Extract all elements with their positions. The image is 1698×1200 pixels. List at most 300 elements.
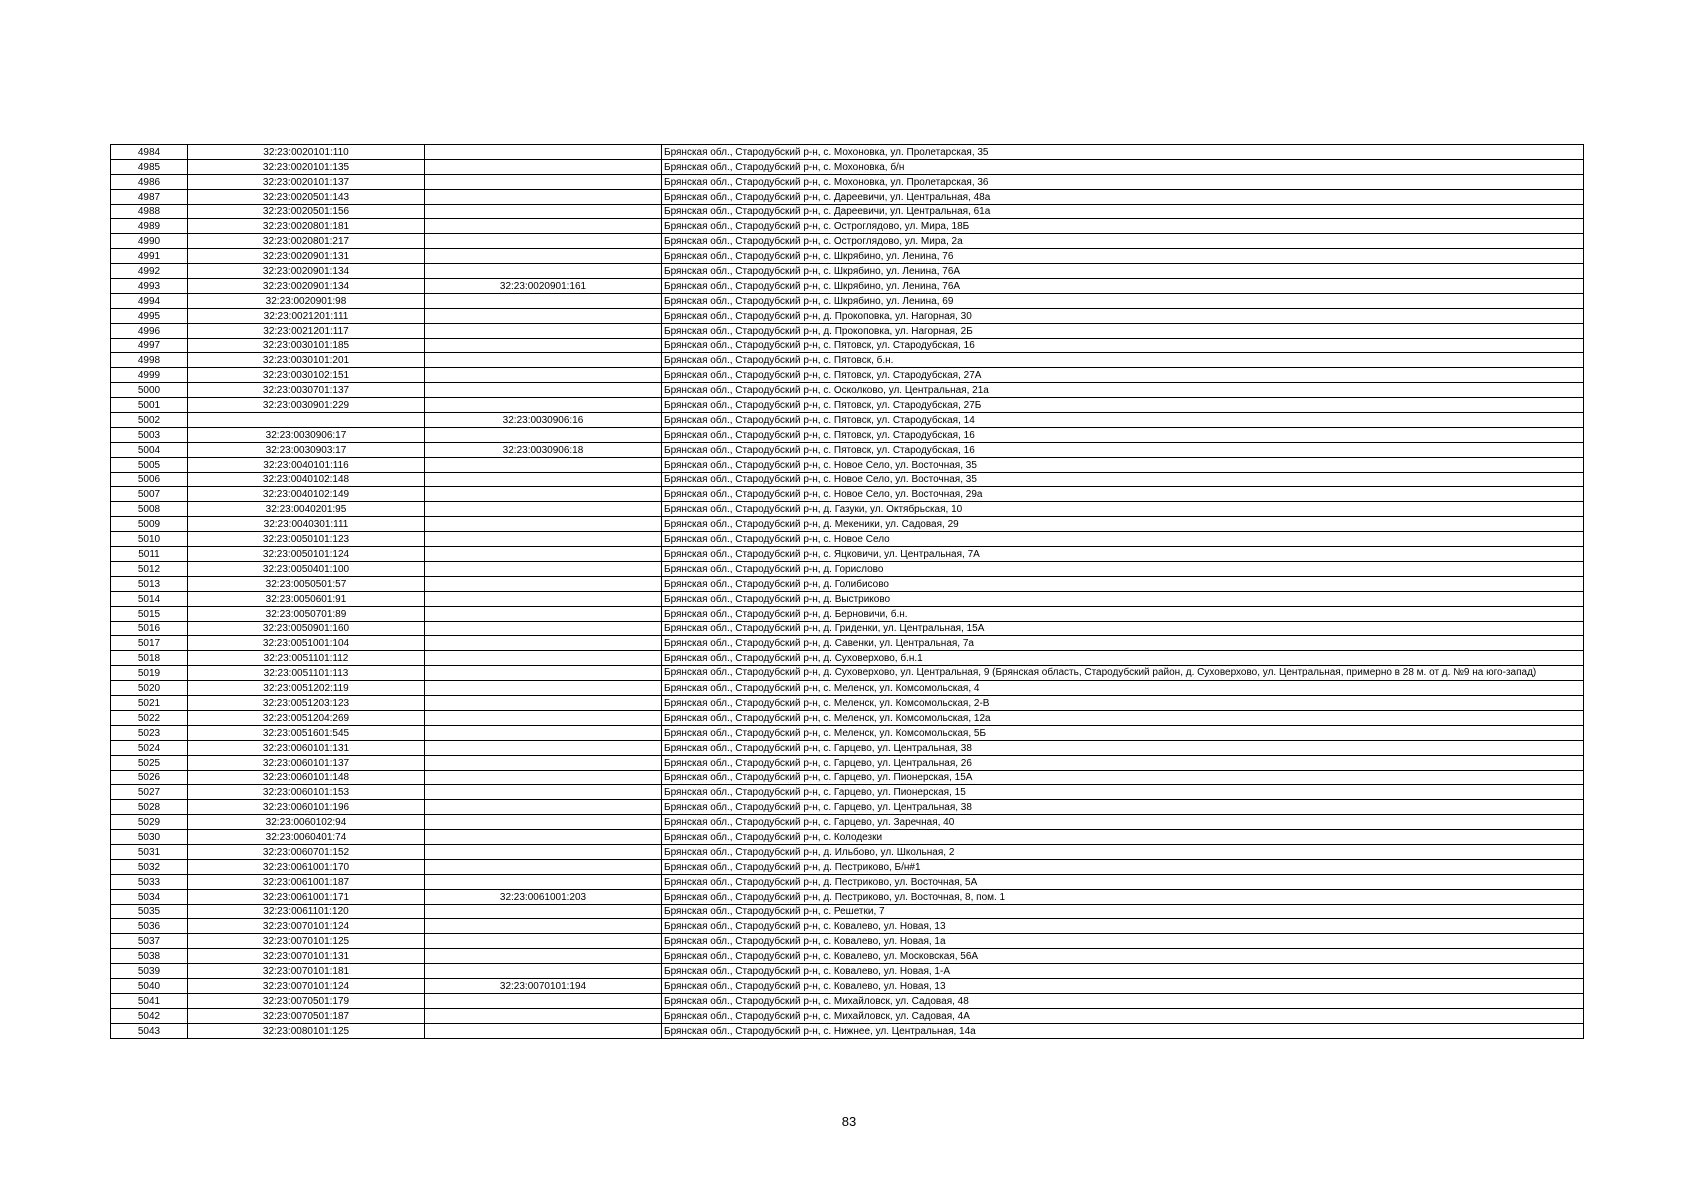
address-cell: Брянская обл., Стародубский р-н, с. Шкрябино, ул. Ленина, 76А: [662, 264, 1584, 279]
row-number-cell: 5043: [111, 1023, 188, 1038]
address-cell: Брянская обл., Стародубский р-н, д. Гриденки, ул. Центральная, 15А: [662, 621, 1584, 636]
table-row: [111, 457, 1584, 472]
address-cell: Брянская обл., Стародубский р-н, д. Суховерхово, б.н.1: [662, 651, 1584, 666]
table-row: [111, 859, 1584, 874]
row-number-cell: 4996: [111, 323, 188, 338]
address-cell: Брянская обл., Стародубский р-н, с. Мохоновка, ул. Пролетарская, 36: [662, 174, 1584, 189]
linked-cadastral-number-cell: [425, 264, 662, 279]
linked-cadastral-number-cell: [425, 487, 662, 502]
table-row: [111, 1008, 1584, 1023]
cadastral-number-cell: 32:23:0020801:181: [188, 219, 425, 234]
row-number-cell: 5027: [111, 785, 188, 800]
row-number-cell: 4992: [111, 264, 188, 279]
cadastral-number-cell: 32:23:0020901:131: [188, 249, 425, 264]
row-number-cell: 5017: [111, 636, 188, 651]
table-row: [111, 993, 1584, 1008]
cadastral-number-cell: 32:23:0060101:137: [188, 755, 425, 770]
address-cell: Брянская обл., Стародубский р-н, с. Пятовск, ул. Стародубская, 14: [662, 413, 1584, 428]
linked-cadastral-number-cell: [425, 785, 662, 800]
table-row: [111, 308, 1584, 323]
table-row: [111, 547, 1584, 562]
address-cell: Брянская обл., Стародубский р-н, с. Гарцево, ул. Центральная, 38: [662, 800, 1584, 815]
address-cell: Брянская обл., Стародубский р-н, с. Шкрябино, ул. Ленина, 69: [662, 293, 1584, 308]
property-registry-table: [110, 144, 1584, 1039]
row-number-cell: 4999: [111, 368, 188, 383]
linked-cadastral-number-cell: [425, 323, 662, 338]
row-number-cell: 5038: [111, 949, 188, 964]
table-row: [111, 770, 1584, 785]
linked-cadastral-number-cell: [425, 696, 662, 711]
cadastral-number-cell: 32:23:0050501:57: [188, 576, 425, 591]
table-row: [111, 219, 1584, 234]
linked-cadastral-number-cell: [425, 651, 662, 666]
row-number-cell: 5012: [111, 561, 188, 576]
table-row: [111, 145, 1584, 160]
cadastral-number-cell: 32:23:0050101:123: [188, 532, 425, 547]
table-row: [111, 561, 1584, 576]
row-number-cell: 5023: [111, 725, 188, 740]
linked-cadastral-number-cell: [425, 368, 662, 383]
linked-cadastral-number-cell: [425, 919, 662, 934]
table-row: [111, 279, 1584, 294]
address-cell: Брянская обл., Стародубский р-н, с. Ковалево, ул. Новая, 1-А: [662, 964, 1584, 979]
table-row: [111, 844, 1584, 859]
table-row: [111, 681, 1584, 696]
table-row: [111, 785, 1584, 800]
row-number-cell: 4991: [111, 249, 188, 264]
table-row: [111, 353, 1584, 368]
linked-cadastral-number-cell: [425, 859, 662, 874]
address-cell: Брянская обл., Стародубский р-н, с. Пятовск, б.н.: [662, 353, 1584, 368]
linked-cadastral-number-cell: [425, 293, 662, 308]
cadastral-number-cell: 32:23:0061001:171: [188, 889, 425, 904]
address-cell: Брянская обл., Стародубский р-н, д. Выстриково: [662, 591, 1584, 606]
table-row: [111, 725, 1584, 740]
table-row: [111, 368, 1584, 383]
table-row: [111, 606, 1584, 621]
address-cell: Брянская обл., Стародубский р-н, д. Пестриково, ул. Восточная, 8, пом. 1: [662, 889, 1584, 904]
table-row: [111, 502, 1584, 517]
linked-cadastral-number-cell: [425, 189, 662, 204]
linked-cadastral-number-cell: [425, 934, 662, 949]
address-cell: Брянская обл., Стародубский р-н, с. Ковалево, ул. Новая, 1а: [662, 934, 1584, 949]
row-number-cell: 5026: [111, 770, 188, 785]
table-row: [111, 949, 1584, 964]
linked-cadastral-number-cell: [425, 964, 662, 979]
table-row: [111, 934, 1584, 949]
cadastral-number-cell: 32:23:0020101:137: [188, 174, 425, 189]
address-cell: Брянская обл., Стародубский р-н, д. Ильбово, ул. Школьная, 2: [662, 844, 1584, 859]
row-number-cell: 4986: [111, 174, 188, 189]
table-row: [111, 874, 1584, 889]
row-number-cell: 5025: [111, 755, 188, 770]
address-cell: Брянская обл., Стародубский р-н, с. Дареевичи, ул. Центральная, 48а: [662, 189, 1584, 204]
address-cell: Брянская обл., Стародубский р-н, с. Дареевичи, ул. Центральная, 61а: [662, 204, 1584, 219]
cadastral-number-cell: 32:23:0060101:196: [188, 800, 425, 815]
table-row: [111, 249, 1584, 264]
linked-cadastral-number-cell: [425, 472, 662, 487]
table-row: [111, 159, 1584, 174]
cadastral-number-cell: 32:23:0051001:104: [188, 636, 425, 651]
row-number-cell: 5009: [111, 517, 188, 532]
row-number-cell: 5029: [111, 815, 188, 830]
address-cell: Брянская обл., Стародубский р-н, с. Пятовск, ул. Стародубская, 27А: [662, 368, 1584, 383]
table-row: [111, 234, 1584, 249]
cadastral-number-cell: 32:23:0030701:137: [188, 383, 425, 398]
row-number-cell: 4988: [111, 204, 188, 219]
linked-cadastral-number-cell: [425, 145, 662, 160]
linked-cadastral-number-cell: [425, 770, 662, 785]
address-cell: Брянская обл., Стародубский р-н, с. Остроглядово, ул. Мира, 18Б: [662, 219, 1584, 234]
address-cell: Брянская обл., Стародубский р-н, с. Остроглядово, ул. Мира, 2а: [662, 234, 1584, 249]
table-row: [111, 636, 1584, 651]
address-cell: Брянская обл., Стародубский р-н, с. Мохоновка, б/н: [662, 159, 1584, 174]
cadastral-number-cell: 32:23:0060101:153: [188, 785, 425, 800]
row-number-cell: 5016: [111, 621, 188, 636]
cadastral-number-cell: 32:23:0060401:74: [188, 830, 425, 845]
address-cell: Брянская обл., Стародубский р-н, с. Меленск, ул. Комсомольская, 4: [662, 681, 1584, 696]
table-row: [111, 487, 1584, 502]
address-cell: Брянская обл., Стародубский р-н, с. Михайловск, ул. Садовая, 48: [662, 993, 1584, 1008]
linked-cadastral-number-cell: [425, 710, 662, 725]
table-row: [111, 666, 1584, 681]
linked-cadastral-number-cell: 32:23:0070101:194: [425, 978, 662, 993]
row-number-cell: 5003: [111, 427, 188, 442]
table-row: [111, 323, 1584, 338]
linked-cadastral-number-cell: [425, 844, 662, 859]
cadastral-number-cell: 32:23:0040301:111: [188, 517, 425, 532]
address-cell: Брянская обл., Стародубский р-н, с. Михайловск, ул. Садовая, 4А: [662, 1008, 1584, 1023]
linked-cadastral-number-cell: [425, 666, 662, 681]
registry-table-body: [111, 145, 1584, 1039]
row-number-cell: 5011: [111, 547, 188, 562]
row-number-cell: 5015: [111, 606, 188, 621]
cadastral-number-cell: 32:23:0021201:111: [188, 308, 425, 323]
address-cell: Брянская обл., Стародубский р-н, д. Берновичи, б.н.: [662, 606, 1584, 621]
row-number-cell: 5021: [111, 696, 188, 711]
linked-cadastral-number-cell: 32:23:0030906:18: [425, 442, 662, 457]
linked-cadastral-number-cell: [425, 174, 662, 189]
table-row: [111, 293, 1584, 308]
address-cell: Брянская обл., Стародубский р-н, с. Шкрябино, ул. Ленина, 76А: [662, 279, 1584, 294]
address-cell: Брянская обл., Стародубский р-н, с. Решетки, 7: [662, 904, 1584, 919]
address-cell: Брянская обл., Стародубский р-н, с. Мохоновка, ул. Пролетарская, 35: [662, 145, 1584, 160]
linked-cadastral-number-cell: [425, 874, 662, 889]
cadastral-number-cell: 32:23:0051202:119: [188, 681, 425, 696]
row-number-cell: 5033: [111, 874, 188, 889]
table-row: [111, 427, 1584, 442]
row-number-cell: 5039: [111, 964, 188, 979]
table-row: [111, 710, 1584, 725]
row-number-cell: 5005: [111, 457, 188, 472]
cadastral-number-cell: 32:23:0020101:135: [188, 159, 425, 174]
cadastral-number-cell: 32:23:0020901:134: [188, 279, 425, 294]
address-cell: Брянская обл., Стародубский р-н, с. Яцковичи, ул. Центральная, 7А: [662, 547, 1584, 562]
linked-cadastral-number-cell: [425, 204, 662, 219]
linked-cadastral-number-cell: [425, 532, 662, 547]
table-row: [111, 889, 1584, 904]
linked-cadastral-number-cell: [425, 159, 662, 174]
row-number-cell: 4987: [111, 189, 188, 204]
table-row: [111, 532, 1584, 547]
row-number-cell: 5001: [111, 398, 188, 413]
table-row: [111, 964, 1584, 979]
row-number-cell: 5030: [111, 830, 188, 845]
row-number-cell: 5032: [111, 859, 188, 874]
address-cell: Брянская обл., Стародубский р-н, с. Новое Село, ул. Восточная, 29а: [662, 487, 1584, 502]
cadastral-number-cell: 32:23:0050401:100: [188, 561, 425, 576]
cadastral-number-cell: 32:23:0030901:229: [188, 398, 425, 413]
linked-cadastral-number-cell: [425, 234, 662, 249]
linked-cadastral-number-cell: [425, 993, 662, 1008]
cadastral-number-cell: 32:23:0020501:143: [188, 189, 425, 204]
address-cell: Брянская обл., Стародубский р-н, с. Осколково, ул. Центральная, 21а: [662, 383, 1584, 398]
address-cell: Брянская обл., Стародубский р-н, д. Пестриково, ул. Восточная, 5А: [662, 874, 1584, 889]
linked-cadastral-number-cell: [425, 383, 662, 398]
cadastral-number-cell: 32:23:0020101:110: [188, 145, 425, 160]
address-cell: Брянская обл., Стародубский р-н, д. Голибисово: [662, 576, 1584, 591]
table-row: [111, 576, 1584, 591]
row-number-cell: 4989: [111, 219, 188, 234]
row-number-cell: 5041: [111, 993, 188, 1008]
linked-cadastral-number-cell: [425, 606, 662, 621]
row-number-cell: 5036: [111, 919, 188, 934]
address-cell: Брянская обл., Стародубский р-н, с. Новое Село, ул. Восточная, 35: [662, 457, 1584, 472]
address-cell: Брянская обл., Стародубский р-н, с. Меленск, ул. Комсомольская, 12а: [662, 710, 1584, 725]
address-cell: Брянская обл., Стародубский р-н, с. Новое Село: [662, 532, 1584, 547]
row-number-cell: 5042: [111, 1008, 188, 1023]
cadastral-number-cell: 32:23:0030102:151: [188, 368, 425, 383]
table-row: [111, 978, 1584, 993]
cadastral-number-cell: 32:23:0021201:117: [188, 323, 425, 338]
linked-cadastral-number-cell: [425, 427, 662, 442]
linked-cadastral-number-cell: [425, 755, 662, 770]
row-number-cell: 5000: [111, 383, 188, 398]
cadastral-number-cell: 32:23:0040201:95: [188, 502, 425, 517]
address-cell: Брянская обл., Стародубский р-н, д. Суховерхово, ул. Центральная, 9 (Брянская область, Стародубский район, д. Суховерхово, ул. Центральная, примерно в 28 м. от д. №9 на юго-запад): [662, 666, 1584, 681]
row-number-cell: 5006: [111, 472, 188, 487]
cadastral-number-cell: 32:23:0030903:17: [188, 442, 425, 457]
cadastral-number-cell: 32:23:0051203:123: [188, 696, 425, 711]
linked-cadastral-number-cell: [425, 949, 662, 964]
address-cell: Брянская обл., Стародубский р-н, с. Колодезки: [662, 830, 1584, 845]
linked-cadastral-number-cell: [425, 502, 662, 517]
linked-cadastral-number-cell: [425, 398, 662, 413]
linked-cadastral-number-cell: [425, 308, 662, 323]
row-number-cell: 5028: [111, 800, 188, 815]
address-cell: Брянская обл., Стародубский р-н, д. Мекеники, ул. Садовая, 29: [662, 517, 1584, 532]
address-cell: Брянская обл., Стародубский р-н, с. Гарцево, ул. Центральная, 26: [662, 755, 1584, 770]
cadastral-number-cell: 32:23:0030101:201: [188, 353, 425, 368]
address-cell: Брянская обл., Стародубский р-н, с. Нижнее, ул. Центральная, 14а: [662, 1023, 1584, 1038]
row-number-cell: 4984: [111, 145, 188, 160]
linked-cadastral-number-cell: [425, 636, 662, 651]
row-number-cell: 5022: [111, 710, 188, 725]
table-row: [111, 472, 1584, 487]
linked-cadastral-number-cell: 32:23:0020901:161: [425, 279, 662, 294]
row-number-cell: 5040: [111, 978, 188, 993]
table-row: [111, 591, 1584, 606]
address-cell: Брянская обл., Стародубский р-н, д. Газуки, ул. Октябрьская, 10: [662, 502, 1584, 517]
address-cell: Брянская обл., Стародубский р-н, д. Прокоповка, ул. Нагорная, 2Б: [662, 323, 1584, 338]
table-row: [111, 815, 1584, 830]
cadastral-number-cell: 32:23:0040102:148: [188, 472, 425, 487]
table-row: [111, 696, 1584, 711]
row-number-cell: 4997: [111, 338, 188, 353]
cadastral-number-cell: 32:23:0020901:134: [188, 264, 425, 279]
linked-cadastral-number-cell: [425, 681, 662, 696]
address-cell: Брянская обл., Стародубский р-н, с. Гарцево, ул. Заречная, 40: [662, 815, 1584, 830]
cadastral-number-cell: 32:23:0060102:94: [188, 815, 425, 830]
linked-cadastral-number-cell: [425, 904, 662, 919]
row-number-cell: 5018: [111, 651, 188, 666]
address-cell: Брянская обл., Стародубский р-н, с. Ковалево, ул. Новая, 13: [662, 978, 1584, 993]
cadastral-number-cell: 32:23:0070101:124: [188, 978, 425, 993]
cadastral-number-cell: 32:23:0061001:187: [188, 874, 425, 889]
linked-cadastral-number-cell: [425, 219, 662, 234]
linked-cadastral-number-cell: [425, 815, 662, 830]
address-cell: Брянская обл., Стародубский р-н, д. Савенки, ул. Центральная, 7а: [662, 636, 1584, 651]
linked-cadastral-number-cell: [425, 561, 662, 576]
table-row: [111, 174, 1584, 189]
row-number-cell: 4995: [111, 308, 188, 323]
cadastral-number-cell: 32:23:0080101:125: [188, 1023, 425, 1038]
table-row: [111, 740, 1584, 755]
linked-cadastral-number-cell: [425, 517, 662, 532]
cadastral-number-cell: 32:23:0070101:125: [188, 934, 425, 949]
row-number-cell: 4993: [111, 279, 188, 294]
row-number-cell: 5002: [111, 413, 188, 428]
table-row: [111, 1023, 1584, 1038]
row-number-cell: 4994: [111, 293, 188, 308]
linked-cadastral-number-cell: [425, 621, 662, 636]
linked-cadastral-number-cell: [425, 457, 662, 472]
row-number-cell: 5004: [111, 442, 188, 457]
linked-cadastral-number-cell: [425, 249, 662, 264]
cadastral-number-cell: 32:23:0020801:217: [188, 234, 425, 249]
linked-cadastral-number-cell: [425, 338, 662, 353]
row-number-cell: 4990: [111, 234, 188, 249]
cadastral-number-cell: 32:23:0050101:124: [188, 547, 425, 562]
table-row: [111, 621, 1584, 636]
cadastral-number-cell: 32:23:0051601:545: [188, 725, 425, 740]
cadastral-number-cell: 32:23:0061101:120: [188, 904, 425, 919]
linked-cadastral-number-cell: [425, 725, 662, 740]
cadastral-number-cell: 32:23:0070101:131: [188, 949, 425, 964]
row-number-cell: 5037: [111, 934, 188, 949]
linked-cadastral-number-cell: [425, 591, 662, 606]
table-row: [111, 830, 1584, 845]
cadastral-number-cell: 32:23:0030101:185: [188, 338, 425, 353]
row-number-cell: 5014: [111, 591, 188, 606]
cadastral-number-cell: 32:23:0020501:156: [188, 204, 425, 219]
row-number-cell: 4998: [111, 353, 188, 368]
address-cell: Брянская обл., Стародубский р-н, с. Пятовск, ул. Стародубская, 16: [662, 427, 1584, 442]
row-number-cell: 5013: [111, 576, 188, 591]
table-row: [111, 442, 1584, 457]
cadastral-number-cell: 32:23:0040102:149: [188, 487, 425, 502]
row-number-cell: 5031: [111, 844, 188, 859]
address-cell: Брянская обл., Стародубский р-н, с. Пятовск, ул. Стародубская, 27Б: [662, 398, 1584, 413]
table-row: [111, 189, 1584, 204]
table-row: [111, 383, 1584, 398]
address-cell: Брянская обл., Стародубский р-н, д. Прокоповка, ул. Нагорная, 30: [662, 308, 1584, 323]
address-cell: Брянская обл., Стародубский р-н, с. Гарцево, ул. Центральная, 38: [662, 740, 1584, 755]
cadastral-number-cell: 32:23:0070101:181: [188, 964, 425, 979]
linked-cadastral-number-cell: [425, 547, 662, 562]
table-row: [111, 398, 1584, 413]
row-number-cell: 4985: [111, 159, 188, 174]
table-row: [111, 413, 1584, 428]
linked-cadastral-number-cell: [425, 353, 662, 368]
cadastral-number-cell: 32:23:0050901:160: [188, 621, 425, 636]
linked-cadastral-number-cell: [425, 800, 662, 815]
table-row: [111, 755, 1584, 770]
cadastral-number-cell: 32:23:0030906:17: [188, 427, 425, 442]
linked-cadastral-number-cell: [425, 576, 662, 591]
table-row: [111, 904, 1584, 919]
row-number-cell: 5010: [111, 532, 188, 547]
cadastral-number-cell: 32:23:0020901:98: [188, 293, 425, 308]
linked-cadastral-number-cell: 32:23:0061001:203: [425, 889, 662, 904]
address-cell: Брянская обл., Стародубский р-н, с. Пятовск, ул. Стародубская, 16: [662, 442, 1584, 457]
address-cell: Брянская обл., Стародубский р-н, с. Пятовск, ул. Стародубская, 16: [662, 338, 1584, 353]
cadastral-number-cell: 32:23:0050601:91: [188, 591, 425, 606]
page-number: 83: [841, 1114, 857, 1129]
address-cell: Брянская обл., Стародубский р-н, с. Меленск, ул. Комсомольская, 5Б: [662, 725, 1584, 740]
cadastral-number-cell: 32:23:0051101:112: [188, 651, 425, 666]
cadastral-number-cell: 32:23:0070501:187: [188, 1008, 425, 1023]
address-cell: Брянская обл., Стародубский р-н, д. Пестриково, Б/н#1: [662, 859, 1584, 874]
address-cell: Брянская обл., Стародубский р-н, с. Гарцево, ул. Пионерская, 15: [662, 785, 1584, 800]
address-cell: Брянская обл., Стародубский р-н, с. Ковалево, ул. Новая, 13: [662, 919, 1584, 934]
address-cell: Брянская обл., Стародубский р-н, с. Новое Село, ул. Восточная, 35: [662, 472, 1584, 487]
table-row: [111, 517, 1584, 532]
linked-cadastral-number-cell: [425, 1008, 662, 1023]
table-row: [111, 264, 1584, 279]
cadastral-number-cell: 32:23:0060701:152: [188, 844, 425, 859]
cadastral-number-cell: [188, 413, 425, 428]
cadastral-number-cell: 32:23:0060101:148: [188, 770, 425, 785]
row-number-cell: 5007: [111, 487, 188, 502]
linked-cadastral-number-cell: 32:23:0030906:16: [425, 413, 662, 428]
cadastral-number-cell: 32:23:0070101:124: [188, 919, 425, 934]
row-number-cell: 5019: [111, 666, 188, 681]
cadastral-number-cell: 32:23:0060101:131: [188, 740, 425, 755]
address-cell: Брянская обл., Стародубский р-н, с. Меленск, ул. Комсомольская, 2-В: [662, 696, 1584, 711]
row-number-cell: 5035: [111, 904, 188, 919]
row-number-cell: 5008: [111, 502, 188, 517]
cadastral-number-cell: 32:23:0051204:269: [188, 710, 425, 725]
cadastral-number-cell: 32:23:0050701:89: [188, 606, 425, 621]
address-cell: Брянская обл., Стародубский р-н, с. Ковалево, ул. Московская, 56А: [662, 949, 1584, 964]
table-row: [111, 800, 1584, 815]
row-number-cell: 5034: [111, 889, 188, 904]
linked-cadastral-number-cell: [425, 1023, 662, 1038]
cadastral-number-cell: 32:23:0070501:179: [188, 993, 425, 1008]
linked-cadastral-number-cell: [425, 830, 662, 845]
table-row: [111, 338, 1584, 353]
cadastral-number-cell: 32:23:0051101:113: [188, 666, 425, 681]
cadastral-number-cell: 32:23:0040101:116: [188, 457, 425, 472]
table-row: [111, 204, 1584, 219]
table-row: [111, 919, 1584, 934]
table-row: [111, 651, 1584, 666]
row-number-cell: 5024: [111, 740, 188, 755]
cadastral-number-cell: 32:23:0061001:170: [188, 859, 425, 874]
address-cell: Брянская обл., Стародубский р-н, с. Гарцево, ул. Пионерская, 15А: [662, 770, 1584, 785]
row-number-cell: 5020: [111, 681, 188, 696]
